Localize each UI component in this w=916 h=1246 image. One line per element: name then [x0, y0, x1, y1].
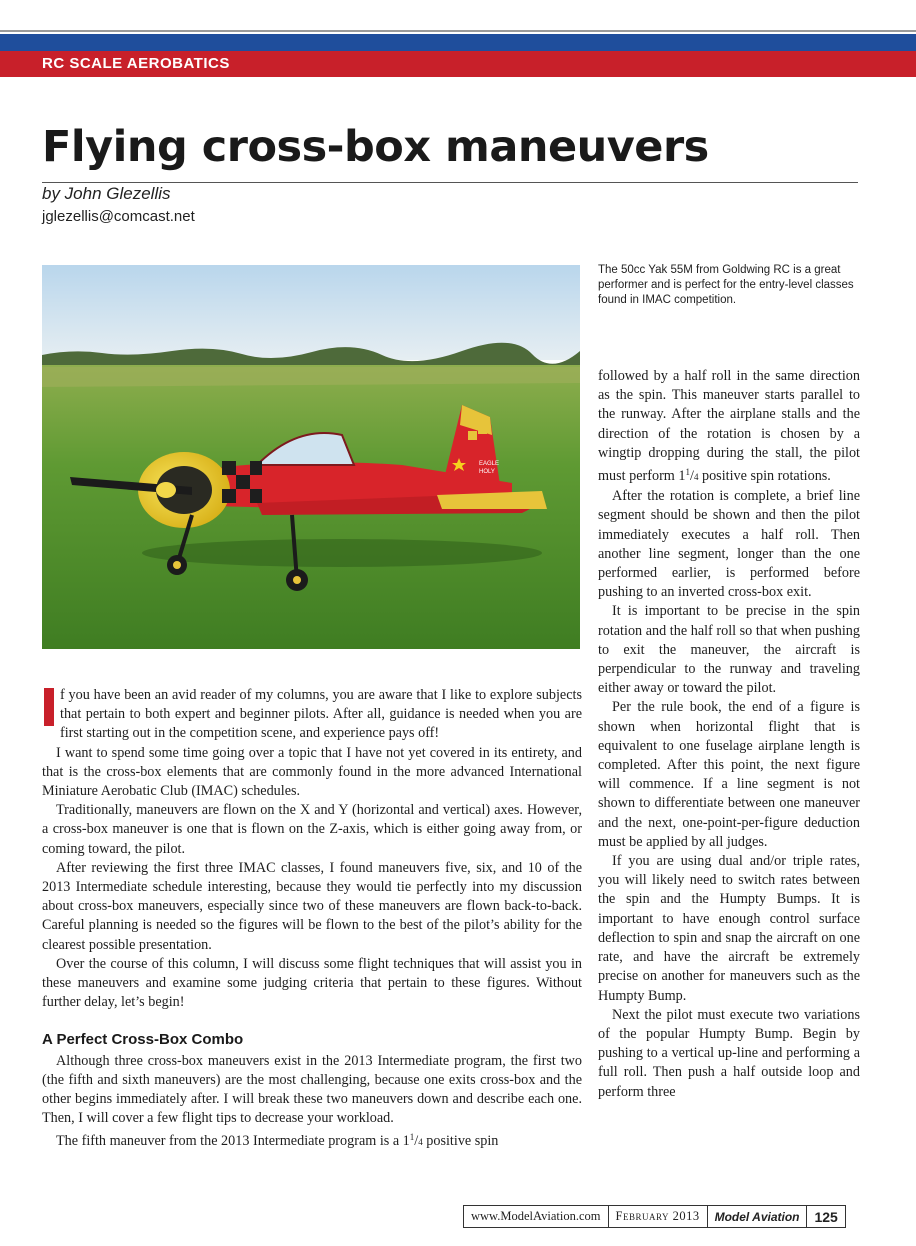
- footer-website[interactable]: www.ModelAviation.com: [464, 1206, 609, 1227]
- byline: by John Glezellis: [42, 184, 171, 203]
- footer-issue-date: February 2013: [609, 1206, 708, 1227]
- page-footer: [463, 1205, 846, 1228]
- paragraph: It is important to be precise in the spin rotation and the half roll so that when pushing to exit the maneuver, the aircraft is perpendicular to the runway and traveling either away or toward the pilot.: [598, 603, 860, 697]
- section-subhead: A Perfect Cross-Box Combo: [42, 1031, 244, 1049]
- paragraph: After the rotation is complete, a brief line segment should be shown and then the pilot immediately executes a half roll. Then another line segment, longer than the one performed earlier, is performed before pushing to an inverted cross-box exit.: [598, 488, 860, 601]
- paragraph: If you are using dual and/or triple rates, you will likely need to switch rates between the spin and the Humpty Bumps. It is important to have enough control surface deflection to spin and snap the aircraft on one rate, and have the aircraft be extremely precise on another for maneuvers such as the Humpty Bump.: [598, 853, 860, 1004]
- paragraph: Traditionally, maneuvers are flown on the X and Y (horizontal and vertical) axes. However, a cross-box maneuver is one that is flown on the Z-axis, which is either going away from, or coming toward, the pilot.: [42, 802, 582, 857]
- airplane-photo: [42, 265, 580, 649]
- paragraph: Per the rule book, the end of a figure is shown when horizontal flight that is equivalent to one fuselage airplane length is completed. After this point, the next figure will commence. If a line segment is not shown to differentiate between one maneuver and the next, one-point-per-figure deduction must be applied by all judges.: [598, 699, 860, 850]
- paragraph: Next the pilot must execute two variations of the popular Humpty Bump. Begin by pushing to a vertical up-line and performing a full roll. Then push a half outside loop and perform three: [598, 1006, 860, 1100]
- paragraph: Although three cross-box maneuvers exist in the 2013 Intermediate program, the first two (the fifth and sixth maneuvers) are the most challenging, because one exits cross-box and the other begins immediately after. I will break these two maneuvers down and describe each one. Then, I will cover a few flight tips to decrease your workload.: [42, 1052, 582, 1127]
- paragraph: followed by a half roll in the same direction as the spin. This maneuver starts parallel to the runway. After the airplane stalls and the direction of the rotation is chosen by a wingtip dropping during the stall, the pilot must perform $1^1/4$ positive spin rotations.: [598, 368, 860, 485]
- paragraph: After reviewing the first three IMAC classes, I found maneuvers five, six, and 10 of the 2013 Intermediate schedule interesting, because they would tie perfectly into my discussion about cross-box maneuvers, especially since two of these maneuvers are flown back-to-back. Careful planning is needed so the figures will be flown to the best of the pilot’s ability for the clearest possible presentation.: [42, 859, 582, 953]
- article-title: Flying cross-box maneuvers: [42, 122, 709, 172]
- section-label: RC SCALE AEROBATICS: [42, 55, 230, 72]
- tail-text-1: EAGLE: [479, 461, 500, 467]
- page-number: 125: [814, 1208, 838, 1225]
- paragraph: The fifth maneuver from the 2013 Intermediate program is a $1^1/4$ positive spin: [56, 1132, 499, 1150]
- drop-cap: [44, 688, 54, 726]
- paragraph: I want to spend some time going over a topic that I have not yet covered in its entirety, and that is the cross-box elements that are commonly found in the more advanced International Miniature Aerobatic Club (IMAC) schedules.: [42, 744, 582, 800]
- photo-caption: The 50cc Yak 55M from Goldwing RC is a great performer and is perfect for the entry-level classes found in IMAC competition.: [598, 264, 854, 306]
- side-column: [598, 367, 860, 1102]
- tail-text-2: HOLY: [479, 469, 495, 475]
- main-column: [42, 686, 582, 1153]
- title-rule: [42, 182, 858, 183]
- paragraph: Over the course of this column, I will discuss some flight techniques that will assist you in these maneuvers and examine some judging criteria that pertain to these figures. Without further delay, let’s begin!: [42, 955, 582, 1011]
- paragraph: f you have been an avid reader of my columns, you are aware that I like to explore subjects that pertain to both expert and beginner pilots. After all, guidance is needed when you are first starting out in the competition scene, and experience pays off!: [42, 686, 582, 744]
- author-email: jglezellis@comcast.net: [42, 208, 195, 225]
- top-rule: [0, 30, 916, 32]
- header-blue-band: [0, 34, 916, 51]
- footer-magazine-name: Model Aviation: [708, 1206, 808, 1227]
